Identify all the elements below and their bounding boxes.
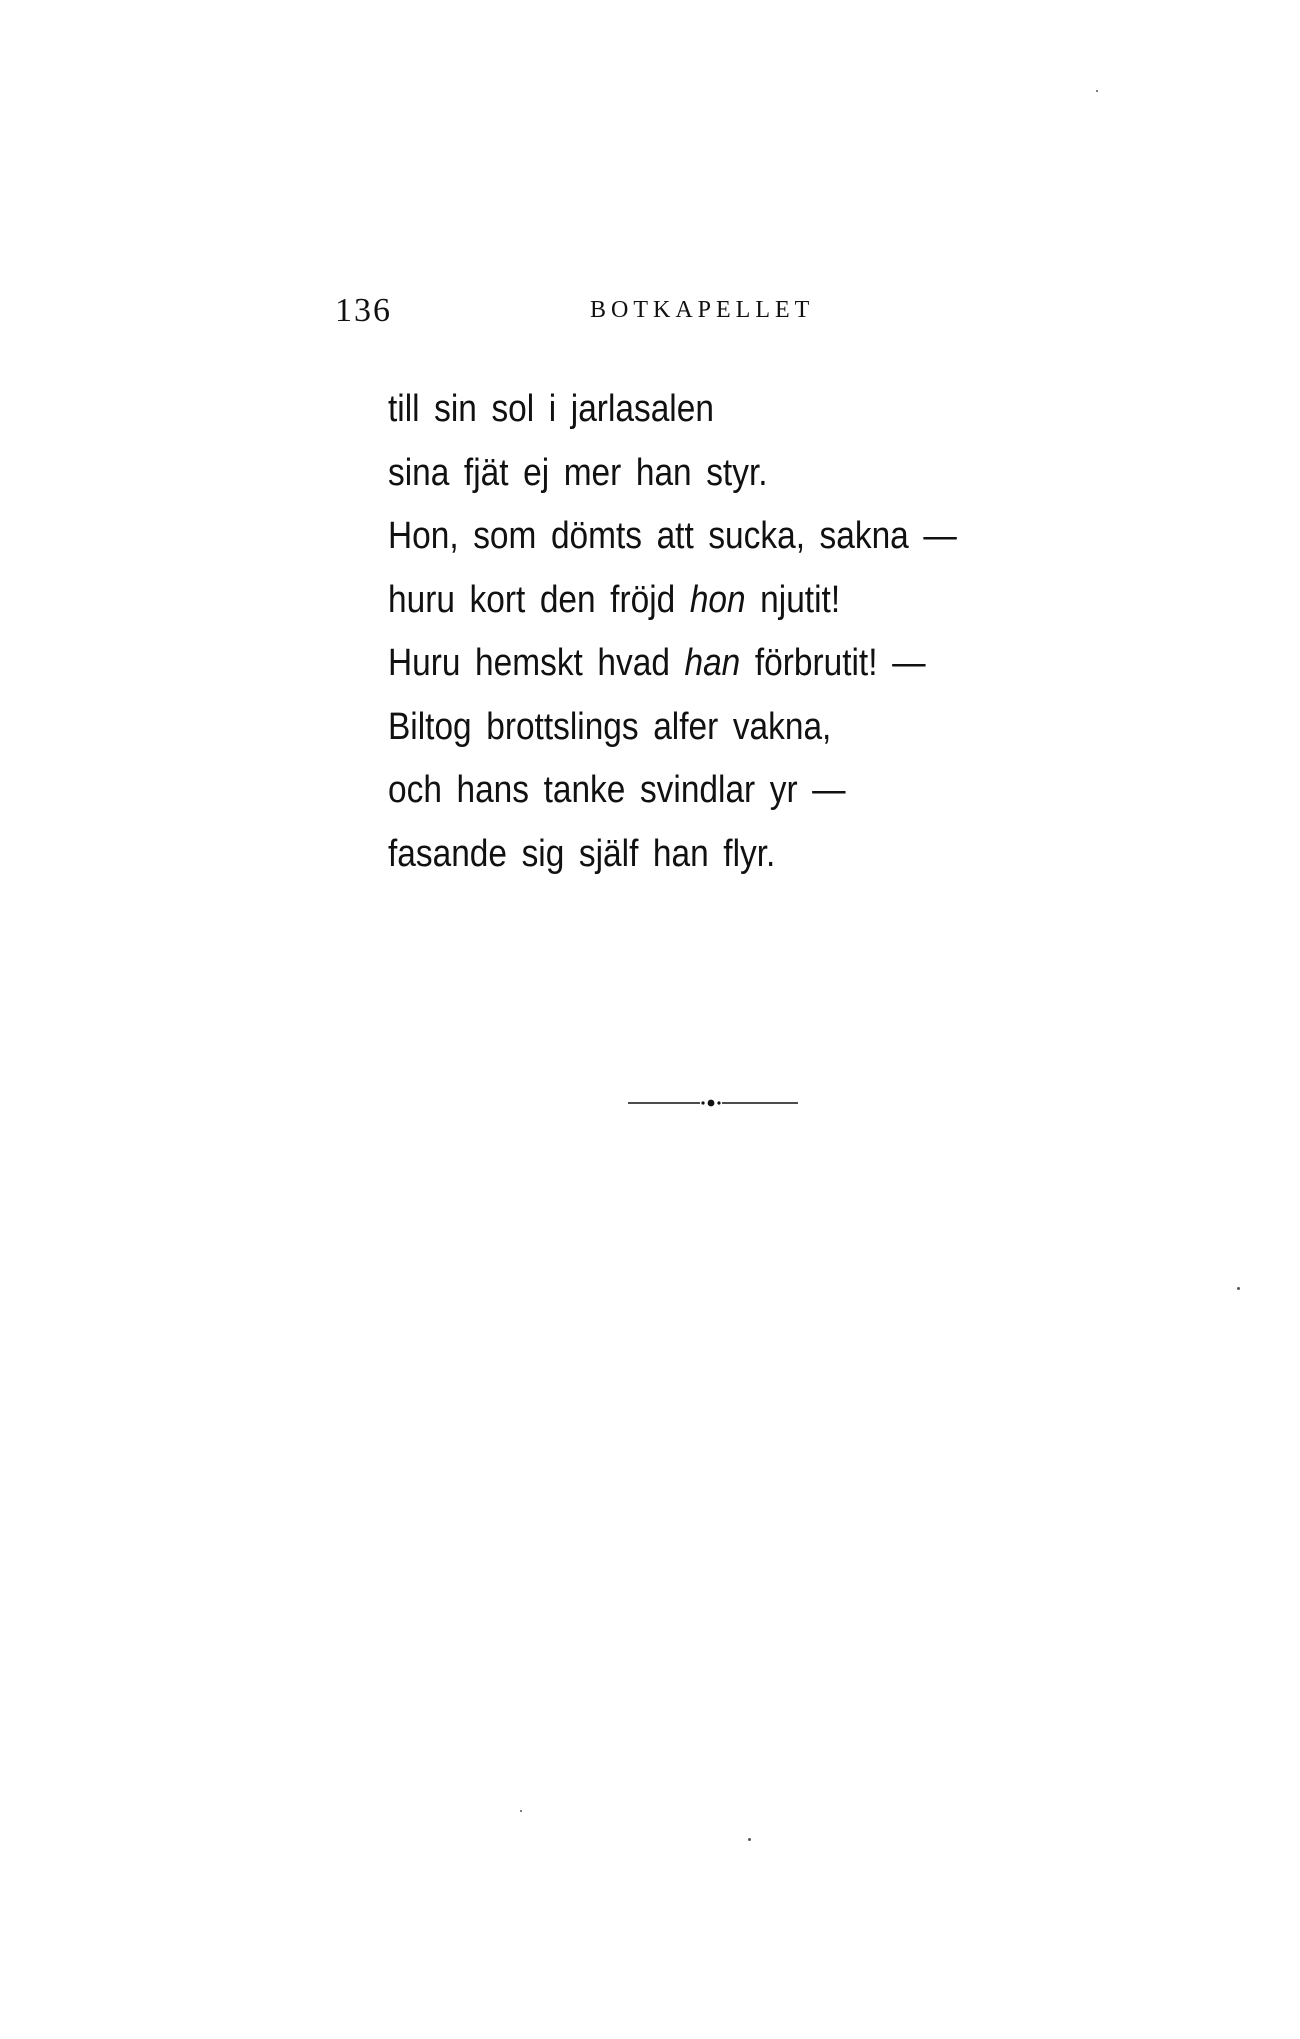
poem-line: fasande sig själf han flyr. <box>388 832 776 875</box>
print-speck <box>748 1838 751 1841</box>
print-speck <box>1096 90 1098 92</box>
tailpiece-rule-icon <box>628 1097 798 1109</box>
print-speck <box>520 1810 522 1812</box>
running-title: BOTKAPELLET <box>590 297 815 323</box>
page-number: 136 <box>335 292 392 329</box>
print-speck <box>1237 1287 1240 1290</box>
poem-line: sina fjät ej mer han styr. <box>388 451 768 494</box>
running-head <box>335 292 855 332</box>
poem-line: och hans tanke svindlar yr — <box>388 769 846 811</box>
poem-line: Hon, som dömts att sucka, sakna — <box>388 515 957 557</box>
poem-line: Biltog brottslings alfer vakna, <box>388 705 832 748</box>
poem-stanza <box>388 378 1034 886</box>
emphasis-text: han <box>684 642 741 684</box>
poem-line: till sin sol i jarlasalen <box>388 388 714 430</box>
poem-line: Huru hemskt hvad han förbrutit! — <box>388 642 926 684</box>
poem-line: huru kort den fröjd hon njutit! <box>388 578 841 621</box>
emphasis-text: hon <box>689 578 746 621</box>
